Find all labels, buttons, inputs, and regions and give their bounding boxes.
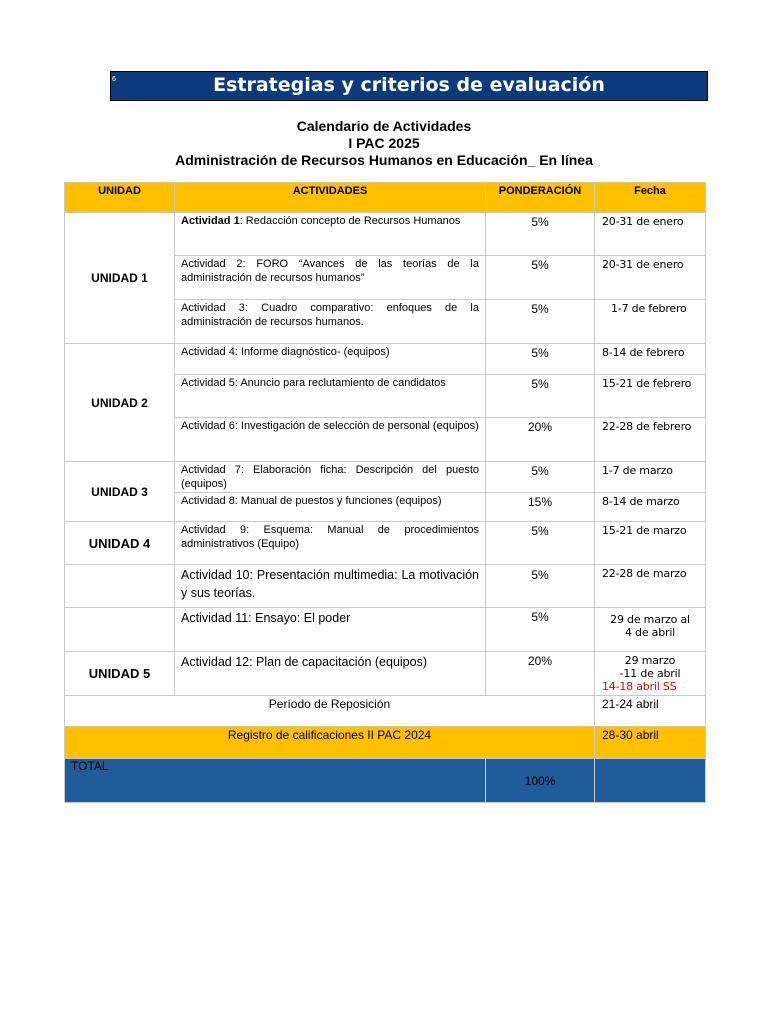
doc-period: I PAC 2025 [348, 135, 420, 151]
weight-cell: 5% [486, 213, 595, 256]
date-line: 4 de abril [624, 626, 676, 639]
unit-4-cell: UNIDAD 4 [65, 522, 175, 565]
date-cell: 1-7 de marzo [595, 462, 706, 493]
activity-cell: Actividad 7: Elaboración ficha: Descripción del puesto (equipos) [175, 462, 486, 493]
weight-cell: 20% [486, 652, 595, 696]
weight-cell: 5% [486, 462, 595, 493]
table-row [65, 522, 706, 565]
table-header-row [65, 183, 706, 213]
doc-title: Calendario de Actividades [296, 118, 472, 134]
table-row [65, 344, 706, 375]
unit-5-cell: UNIDAD 5 [65, 652, 175, 696]
activity-cell: Actividad 8: Manual de puestos y funciones (equipos) [175, 493, 486, 522]
weight-cell: 5% [486, 608, 595, 652]
weight-cell: 5% [486, 522, 595, 565]
table-row [65, 462, 706, 493]
activity-cell [175, 213, 486, 256]
weight-cell: 5% [486, 375, 595, 418]
empty-unit-cell [65, 608, 175, 652]
date-cell: 20-31 de enero [595, 213, 706, 256]
date-highlight: 14-18 abril SS [602, 680, 677, 693]
total-empty-cell [595, 759, 706, 803]
weight-cell: 5% [486, 300, 595, 344]
table-row [65, 727, 706, 759]
date-line: 29 marzo [624, 654, 676, 667]
activity-cell: Actividad 10: Presentación multimedia: La motivación y sus teorías. [175, 565, 486, 608]
header-unidad: UNIDAD [65, 183, 175, 213]
unit-3-cell: UNIDAD 3 [65, 462, 175, 522]
date-cell [595, 608, 706, 652]
activity-cell: Actividad 5: Anuncio para reclutamiento de candidatos [175, 375, 486, 418]
table-row [65, 608, 706, 652]
date-cell: 22-28 de febrero [595, 418, 706, 462]
date-cell: 8-14 de febrero [595, 344, 706, 375]
reposition-label: Período de Reposición [65, 696, 595, 727]
table-row [65, 213, 706, 256]
banner-title: Estrategias y criterios de evaluación [213, 74, 605, 96]
unit-1-cell: UNIDAD 1 [65, 213, 175, 344]
table-row [65, 696, 706, 727]
table-row [65, 565, 706, 608]
reposition-date: 21-24 abril [595, 696, 706, 727]
weight-cell: 5% [486, 256, 595, 300]
total-value: 100% [486, 759, 595, 803]
date-cell: 15-21 de marzo [595, 522, 706, 565]
date-cell: 15-21 de febrero [595, 375, 706, 418]
title-banner [110, 71, 708, 101]
header-fecha: Fecha [595, 183, 706, 213]
date-cell: 20-31 de enero [595, 256, 706, 300]
registry-label: Registro de calificaciones II PAC 2024 [65, 727, 595, 759]
activity-cell: Actividad 2: FORO “Avances de las teorías de la administración de recursos humanos” [175, 256, 486, 300]
activity-1-bold: Actividad 1 [181, 215, 240, 227]
activity-cell: Actividad 6: Investigación de selección de personal (equipos) [175, 418, 486, 462]
weight-cell: 20% [486, 418, 595, 462]
date-cell: 1-7 de febrero [595, 300, 706, 344]
activities-table [64, 182, 706, 803]
total-label: TOTAL [65, 759, 486, 803]
weight-cell: 5% [486, 344, 595, 375]
weight-cell: 15% [486, 493, 595, 522]
date-cell: 22-28 de marzo [595, 565, 706, 608]
activity-cell: Actividad 4: Informe diagnóstico- (equipos) [175, 344, 486, 375]
activity-1-text: : Redacción concepto de Recursos Humanos [239, 215, 461, 227]
total-row [65, 759, 706, 803]
unit-2-cell: UNIDAD 2 [65, 344, 175, 462]
activity-cell: Actividad 9: Esquema: Manual de procedimientos administrativos (Equipo) [175, 522, 486, 565]
header-actividades: ACTIVIDADES [175, 183, 486, 213]
date-cell [595, 652, 706, 696]
activity-cell: Actividad 3: Cuadro comparativo: enfoques de la administración de recursos humanos. [175, 300, 486, 344]
doc-course: Administración de Recursos Humanos en Educación_ En línea [175, 152, 593, 168]
table-row [65, 652, 706, 696]
activity-cell: Actividad 11: Ensayo: El poder [175, 608, 486, 652]
empty-unit-cell [65, 565, 175, 608]
date-line: 29 de marzo al [610, 613, 690, 626]
banner-mark: 6 [112, 76, 116, 83]
registry-date: 28-30 abril [595, 727, 706, 759]
header-ponderacion: PONDERACIÓN [486, 183, 595, 213]
activity-cell: Actividad 12: Plan de capacitación (equipos) [175, 652, 486, 696]
date-line: -11 de abril [619, 667, 681, 680]
date-cell: 8-14 de marzo [595, 493, 706, 522]
weight-cell: 5% [486, 565, 595, 608]
